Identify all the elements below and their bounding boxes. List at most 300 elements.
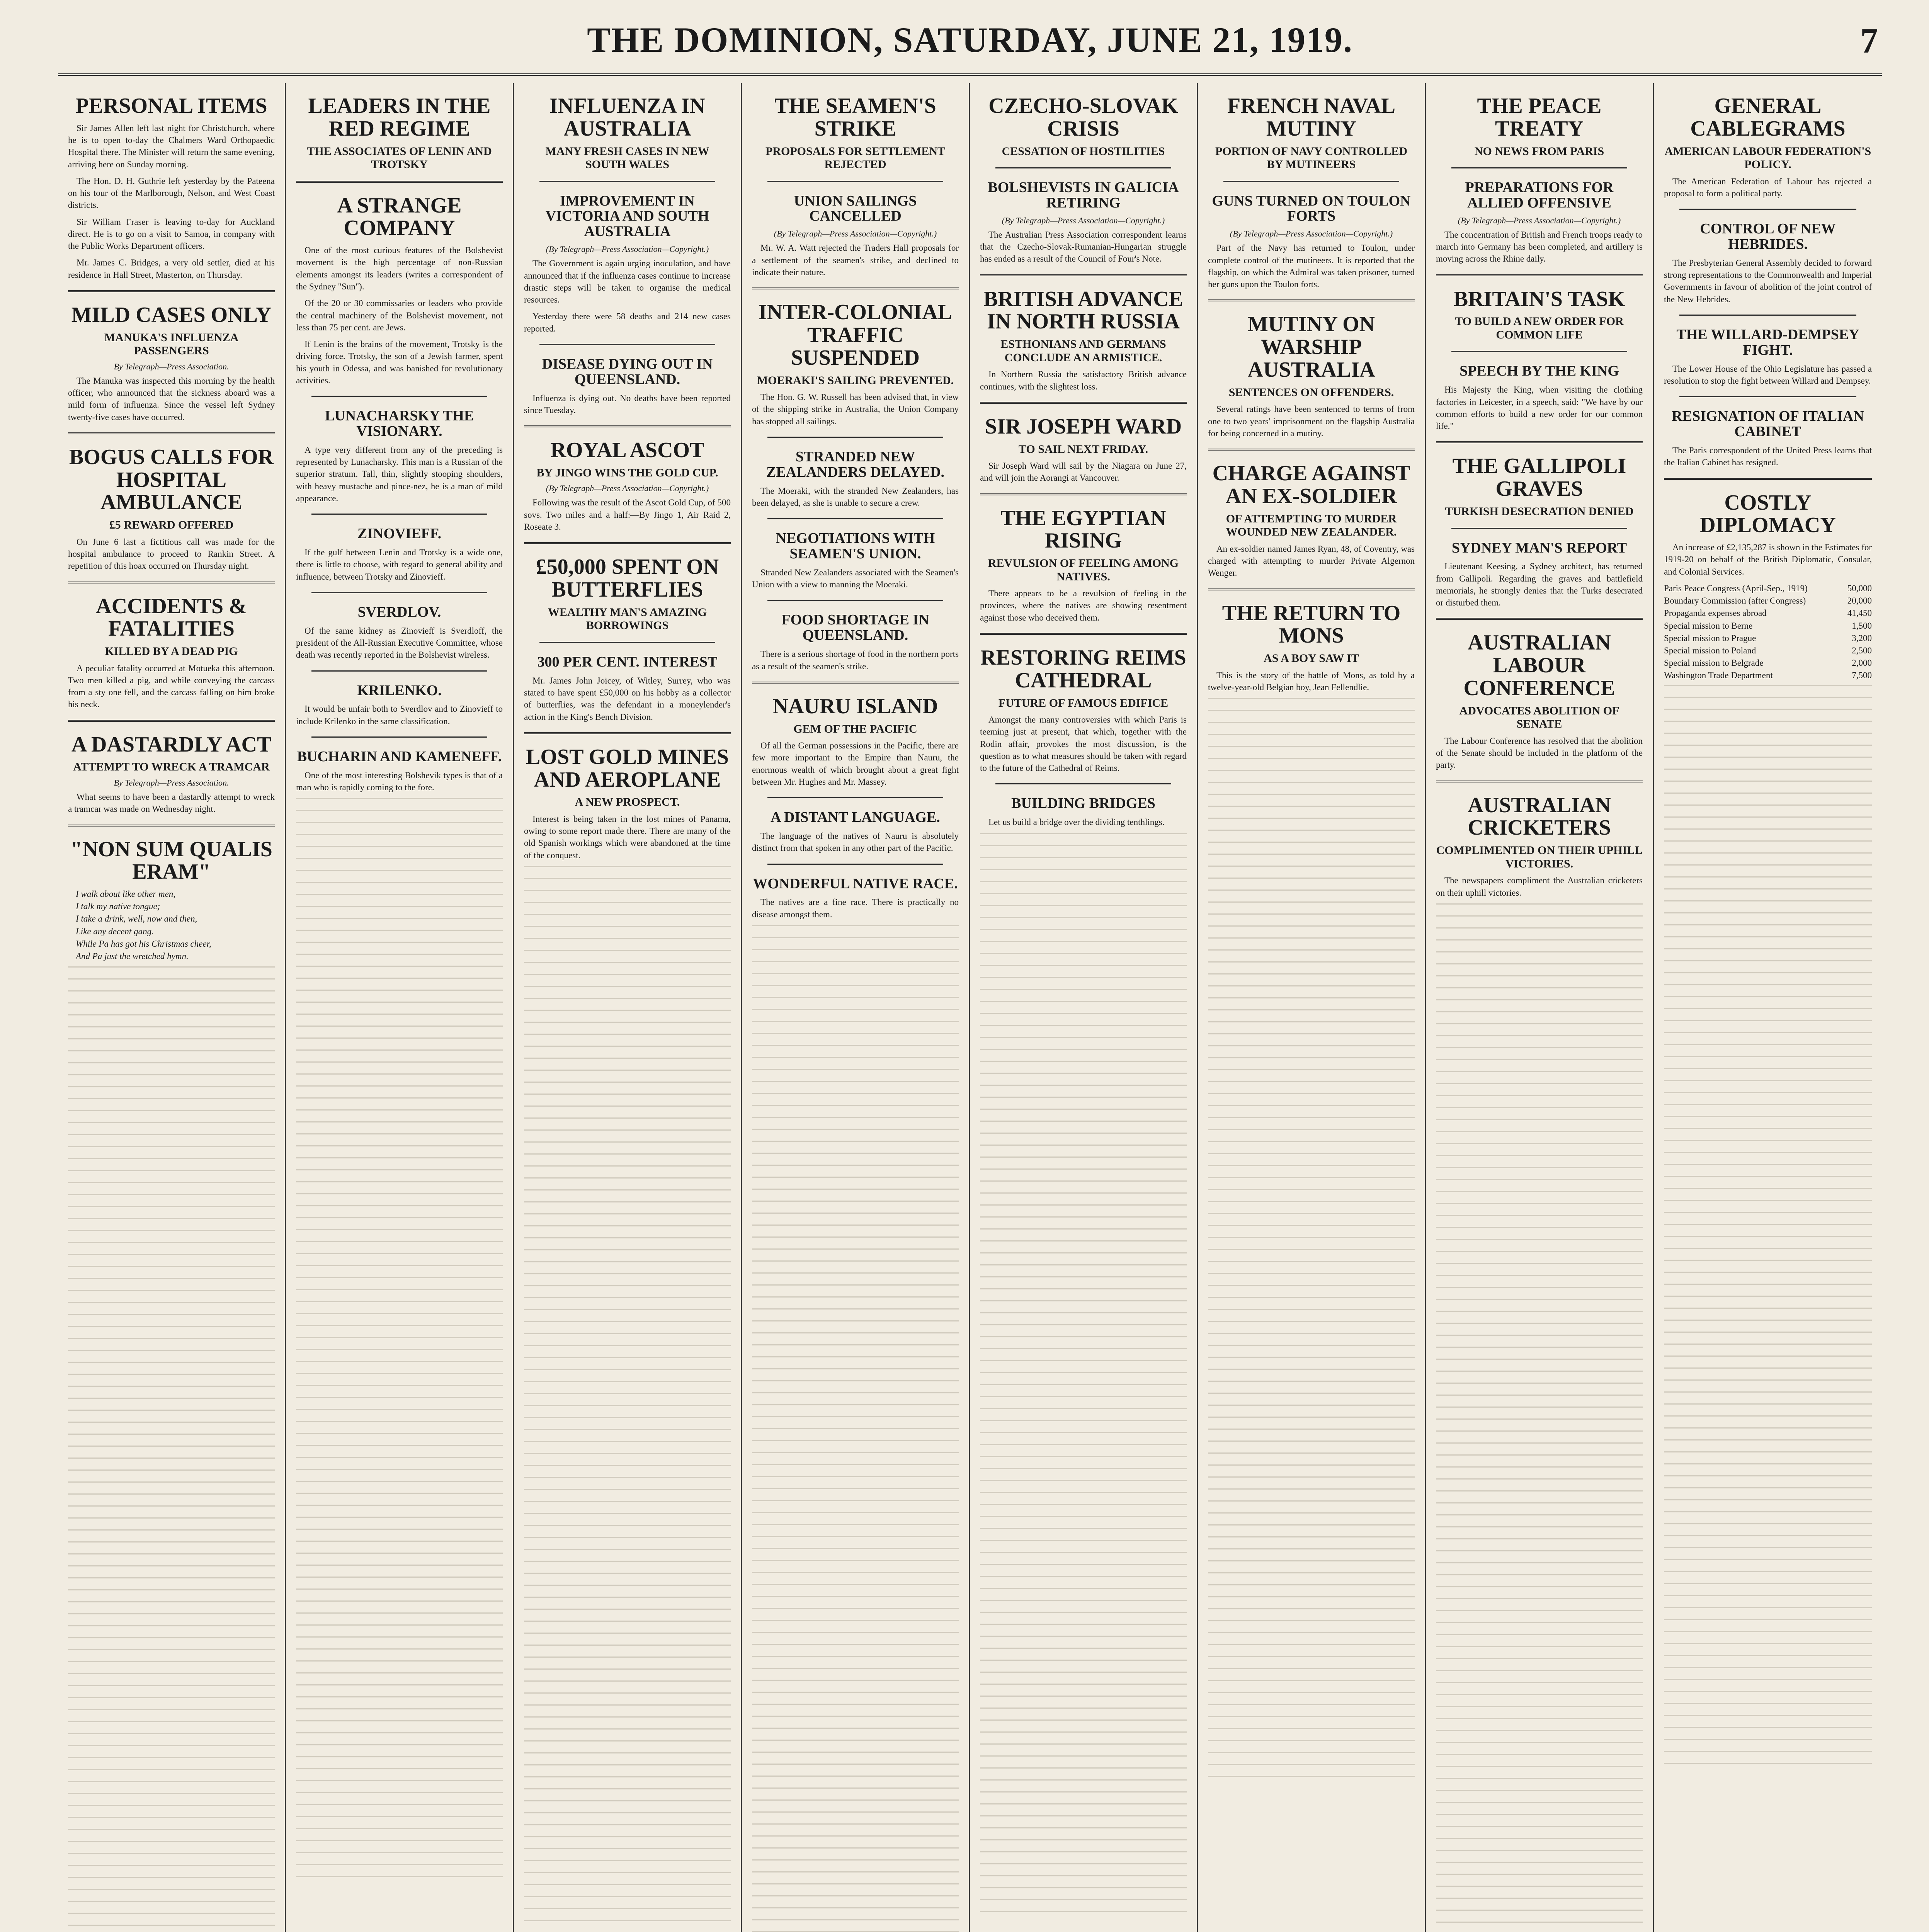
paragraph: It would be unfair both to Sverdlov and to Zinovieff to include Krilenko in the same classification. <box>296 704 503 726</box>
table-amount: 1,500 <box>1852 621 1872 631</box>
column-rule <box>539 344 715 345</box>
article <box>980 783 1187 828</box>
headline: DISEASE DYING OUT IN QUEENSLAND. <box>542 355 713 388</box>
continued-text <box>68 966 275 1932</box>
article-body <box>68 536 275 572</box>
masthead <box>58 15 1882 76</box>
headline: BRITAIN'S TASK <box>1453 287 1625 311</box>
headline: ACCIDENTS & FATALITIES <box>96 594 247 641</box>
article-body <box>524 497 731 533</box>
headline: ROYAL ASCOT <box>550 438 704 463</box>
article <box>524 344 731 416</box>
headline: SIR JOSEPH WARD <box>985 414 1182 439</box>
article <box>752 95 959 172</box>
table-item: Paris Peace Congress (April-Sep., 1919) <box>1664 583 1808 593</box>
column-rule <box>767 864 943 865</box>
headline: GUNS TURNED ON TOULON FORTS <box>1212 192 1411 224</box>
article <box>296 181 503 387</box>
article <box>1208 299 1415 439</box>
article <box>752 682 959 788</box>
subheadline: SENTENCES ON OFFENDERS. <box>1228 386 1394 399</box>
article-body <box>68 791 275 815</box>
article <box>524 425 731 533</box>
table-amount: 41,450 <box>1847 608 1872 618</box>
paragraph: Mr. W. A. Watt rejected the Traders Hall proposals for a settlement of the seamen's strike, and declined to indicate their nature. <box>752 243 959 277</box>
article-body <box>1664 541 1872 578</box>
paragraph: Of the 20 or 30 commissaries or leaders who provide the central machinery of the Bolshevist movement, not less than 75 per cent. are Jews. <box>296 298 503 332</box>
article <box>1664 209 1872 305</box>
article <box>1436 618 1643 771</box>
paragraph: Interest is being taken in the lost mines of Panama, owing to some report made there. There are many of the old Spanish workings which were abandoned at the time of the conquest. <box>524 814 731 860</box>
paragraph: An ex-soldier named James Ryan, 48, of Coventry, was charged with attempting to murder Private Algernon Wenger. <box>1208 544 1415 578</box>
poem-line: Like any decent gang. <box>76 926 154 936</box>
article <box>68 582 275 711</box>
article <box>752 437 959 509</box>
article-body <box>752 830 959 854</box>
article-body <box>752 242 959 278</box>
article-body <box>752 896 959 920</box>
paragraph: Mr. James John Joicey, of Witley, Surrey, who was stated to have spent £50,000 on his hobby as a collector of butterflies, was the defendant in a moneylender's action in the King's Bench Division. <box>524 675 731 722</box>
article-body <box>980 368 1187 393</box>
column-rule <box>752 682 959 684</box>
subheadline: COMPLIMENTED ON THEIR UPHILL VICTORIES. <box>1436 844 1643 870</box>
subheadline: MOERAKI'S SAILING PREVENTED. <box>757 374 954 387</box>
table-amount: 7,500 <box>1852 670 1872 680</box>
table-amount: 2,000 <box>1852 658 1872 668</box>
subheadline: ATTEMPT TO WRECK A TRAMCAR <box>73 760 270 774</box>
headline: CHARGE AGAINST AN EX-SOLDIER <box>1212 461 1410 508</box>
article <box>296 592 503 661</box>
headline: THE GALLIPOLI GRAVES <box>1452 454 1626 501</box>
paragraph: The natives are a fine race. There is practically no disease amongst them. <box>752 897 959 919</box>
column-rule <box>1223 181 1399 182</box>
subheadline: £5 REWARD OFFERED <box>109 519 234 532</box>
article <box>980 95 1187 158</box>
article <box>752 181 959 279</box>
paragraph: The Australian Press Association correspondent learns that the Czecho-Slovak-Rumanian-Hungarian struggle has ended as a result of the Council of Four's Note. <box>980 230 1187 264</box>
paragraph: Part of the Navy has returned to Toulon, under complete control of the mutineers. It is reported that the flagship, on which the Admiral was taken prisoner, turned her guns upon the Toulon forts. <box>1208 243 1415 289</box>
table-row <box>1664 595 1872 607</box>
headline: AUSTRALIAN CRICKETERS <box>1468 793 1611 840</box>
paragraph: One of the most interesting Bolshevik types is that of a man who is rapidly coming to the fore. <box>296 770 503 793</box>
headline: THE RETURN TO MONS <box>1222 601 1401 648</box>
expense-table <box>1664 582 1872 682</box>
subheadline: A NEW PROSPECT. <box>575 796 680 809</box>
paragraph: Following was the result of the Ascot Gold Cup, of 500 sovs. Two miles and a half:—By Jingo 1, Air Raid 2, Roseate 3. <box>524 498 731 532</box>
article <box>1436 441 1643 518</box>
column-5 <box>970 83 1198 1932</box>
headline: PERSONAL ITEMS <box>75 94 267 118</box>
continued-text <box>524 866 731 1932</box>
headline: PREPARATIONS FOR ALLIED OFFENSIVE <box>1465 179 1614 211</box>
column-rule <box>767 518 943 519</box>
column-rule <box>767 181 943 182</box>
paragraph: Of all the German possessions in the Pacific, there are few more important to the Empire than Nauru, the enormous wealth of which brought about a great fight between Mr. Hughes and Mr. Massey. <box>752 741 959 787</box>
poem-line: I walk about like other men, <box>76 889 176 899</box>
headline: A STRANGE COMPANY <box>337 193 462 240</box>
subheadline: TO SAIL NEXT FRIDAY. <box>1018 442 1148 456</box>
headline: BOGUS CALLS FOR HOSPITAL AMBULANCE <box>69 445 274 515</box>
column-rule <box>995 167 1171 168</box>
article-body <box>980 816 1187 828</box>
poem-line: And Pa just the wretched hymn. <box>76 951 189 961</box>
column-rule <box>1664 478 1872 480</box>
article <box>1208 588 1415 694</box>
headline: NEGOTIATIONS WITH SEAMEN'S UNION. <box>776 530 935 562</box>
headline: SYDNEY MAN'S REPORT <box>1451 539 1627 556</box>
table-amount: 2,500 <box>1852 645 1872 655</box>
headline: THE PEACE TREATY <box>1477 94 1602 141</box>
wire-credit: By Telegraph—Press Association. <box>114 777 229 787</box>
paragraph: The concentration of British and French troops ready to march into Germany has been completed, and artillery is moving across the Rhine daily. <box>1436 230 1643 264</box>
column-rule <box>524 542 731 544</box>
article-body <box>296 546 503 583</box>
article <box>1436 274 1643 342</box>
headline: KRILENKO. <box>357 682 442 699</box>
headline: SVERDLOV. <box>357 604 441 620</box>
column-rule <box>1208 588 1415 590</box>
article-body <box>1664 363 1872 387</box>
article <box>1208 181 1415 291</box>
subheadline: BY JINGO WINS THE GOLD CUP. <box>536 466 718 479</box>
subheadline: CESSATION OF HOSTILITIES <box>1002 145 1165 158</box>
column-rule <box>1679 315 1856 316</box>
subheadline: OF ATTEMPTING TO MURDER WOUNDED NEW ZEALANDER. <box>1226 512 1397 539</box>
paragraph: Sir Joseph Ward will sail by the Niagara on June 27, and will join the Aorangi at Vancouver. <box>980 461 1187 483</box>
table-amount: 50,000 <box>1847 583 1872 593</box>
column-rule <box>1208 299 1415 301</box>
poem-line: While Pa has got his Christmas cheer, <box>76 939 211 949</box>
article <box>1436 528 1643 609</box>
column-1 <box>58 83 286 1932</box>
page-title: THE DOMINION, SATURDAY, JUNE 21, 1919. <box>587 20 1353 60</box>
table-item: Propaganda expenses abroad <box>1664 608 1767 618</box>
article <box>1664 478 1872 682</box>
column-rule <box>524 425 731 427</box>
paragraph: The Hon. D. H. Guthrie left yesterday by the Pateena on his tour of the Marlborough, Nelson, and West Coast districts. <box>68 176 275 210</box>
column-rule <box>68 432 275 434</box>
continued-text <box>752 925 959 1932</box>
subheadline: ADVOCATES ABOLITION OF SENATE <box>1459 704 1619 731</box>
paragraph: Of the same kidney as Zinovieff is Sverdloff, the president of the All-Russian Executive Committee, whose death was recently reported in the Bolshevist wireless. <box>296 626 503 660</box>
column-4 <box>742 83 970 1932</box>
paragraph: The Paris correspondent of the United Press learns that the Italian Cabinet has resigned. <box>1664 446 1872 468</box>
headline: £50,000 SPENT ON BUTTERFLIES <box>536 555 719 602</box>
table-item: Special mission to Prague <box>1664 633 1756 643</box>
headline: LUNACHARSKY THE VISIONARY. <box>325 408 474 439</box>
column-rule <box>767 797 943 798</box>
wire-credit: (By Telegraph—Press Association—Copyright.) <box>546 244 709 254</box>
article <box>68 432 275 572</box>
headline: RESIGNATION OF ITALIAN CABINET <box>1672 408 1864 440</box>
table-row <box>1664 645 1872 657</box>
headline: ZINOVIEFF. <box>357 526 442 542</box>
subheadline: ESTHONIANS AND GERMANS CONCLUDE AN ARMISTICE. <box>1000 338 1166 364</box>
column-7 <box>1426 83 1654 1932</box>
paragraph: The Hon. G. W. Russell has been advised that, in view of the shipping strike in Australia, the Union Company has stopped all sailings. <box>752 392 959 426</box>
article-body <box>296 244 503 386</box>
paragraph: If Lenin is the brains of the movement, Trotsky is the driving force. Trotsky, the son of a Jewish farmer, spent his youth in Odessa, and was banished for revolutionary activities. <box>296 339 503 385</box>
table-row <box>1664 582 1872 595</box>
column-6 <box>1198 83 1426 1932</box>
subheadline: PORTION OF NAVY CONTROLLED BY MUTINEERS <box>1215 145 1408 171</box>
article <box>1436 167 1643 265</box>
headline: NAURU ISLAND <box>772 694 938 718</box>
headline: A DISTANT LANGUAGE. <box>771 809 940 826</box>
headline: RESTORING REIMS CATHEDRAL <box>980 646 1186 692</box>
article-body <box>524 813 731 861</box>
headline: BOLSHEVISTS IN GALICIA RETIRING <box>988 179 1179 211</box>
article <box>752 797 959 854</box>
table-row <box>1664 632 1872 645</box>
article-body <box>752 391 959 427</box>
headline: CZECHO-SLOVAK CRISIS <box>988 94 1178 141</box>
table-item: Special mission to Berne <box>1664 621 1753 631</box>
continued-text <box>980 833 1187 1915</box>
article-body <box>296 769 503 794</box>
article-body <box>1208 543 1415 579</box>
article <box>1208 95 1415 172</box>
column-rule <box>767 437 943 438</box>
article <box>68 95 275 281</box>
paragraph: Stranded New Zealanders associated with the Seamen's Union with a view to manning the Moeraki. <box>752 567 959 590</box>
column-rule <box>980 402 1187 404</box>
headline: BRITISH ADVANCE IN NORTH RUSSIA <box>983 287 1184 334</box>
subheadline: AS A BOY SAW IT <box>1264 652 1359 665</box>
headline: FOOD SHORTAGE IN QUEENSLAND. <box>781 612 929 644</box>
article-body <box>1436 874 1643 899</box>
paragraph: Influenza is dying out. No deaths have been reported since Tuesday. <box>524 393 731 415</box>
table-amount: 3,200 <box>1852 633 1872 643</box>
paragraph: His Majesty the King, when visiting the clothing factories in Leicester, in a speech, said: "We have by our common efforts to build a new order for our common life." <box>1436 385 1643 431</box>
article <box>524 542 731 633</box>
headline: WONDERFUL NATIVE RACE. <box>753 875 958 892</box>
column-rule <box>68 825 275 827</box>
subheadline: TURKISH DESECRATION DENIED <box>1445 505 1634 518</box>
article <box>1436 95 1643 158</box>
paragraph: On June 6 last a fictitious call was made for the hospital ambulance to proceed to Rankin Street. A repetition of this hoax occurred on Thursday night. <box>68 537 275 571</box>
column-rule <box>1436 781 1643 782</box>
table-amount: 20,000 <box>1847 596 1872 606</box>
paragraph: The Moeraki, with the stranded New Zealanders, has been delayed, as she is unable to secure a crew. <box>752 486 959 508</box>
column-rule <box>1451 351 1627 352</box>
article-body <box>1208 242 1415 290</box>
paragraph: One of the most curious features of the Bolshevist movement is the high percentage of non-Russian elements amongst its leaders (writes a correspondent of the Sydney "Sun"). <box>296 245 503 291</box>
article <box>980 167 1187 265</box>
article <box>524 732 731 861</box>
column-rule <box>980 633 1187 635</box>
headline: STRANDED NEW ZEALANDERS DELAYED. <box>766 448 945 480</box>
column-rule <box>68 582 275 583</box>
article <box>524 181 731 335</box>
paragraph: Mr. James C. Bridges, a very old settler, died at his residence in Hall Street, Masterton, on Thursday. <box>68 258 275 280</box>
article <box>980 493 1187 624</box>
headline: THE WILLARD-DEMPSEY FIGHT. <box>1676 326 1859 358</box>
column-rule <box>1208 449 1415 451</box>
headline: INFLUENZA IN AUSTRALIA <box>549 94 705 141</box>
article-body <box>980 229 1187 265</box>
table-item: Special mission to Poland <box>1664 645 1756 655</box>
headline: 300 PER CENT. INTEREST <box>537 653 718 670</box>
continued-text <box>296 798 503 1880</box>
paragraph: In Northern Russia the satisfactory British advance continues, with the slightest loss. <box>980 369 1187 391</box>
column-rule <box>68 720 275 722</box>
article <box>1208 449 1415 579</box>
paragraph: Sir James Allen left last night for Christchurch, where he is to open to-day the Chalmers Ward Orthopaedic Hospital there. The Minister will return the same evening, arriving here on Sunday morning. <box>68 123 275 169</box>
subheadline: TO BUILD A NEW ORDER FOR COMMON LIFE <box>1455 315 1624 341</box>
paragraph: What seems to have been a dastardly attempt to wreck a tramcar was made on Wednesday night. <box>68 792 275 814</box>
table-row <box>1664 669 1872 682</box>
paragraph: The Labour Conference has resolved that the abolition of the Senate should be included in the platform of the party. <box>1436 736 1643 770</box>
continued-text <box>1436 903 1643 1932</box>
subheadline: NO NEWS FROM PARIS <box>1474 145 1604 158</box>
paragraph: This is the story of the battle of Mons, as told by a twelve-year-old Belgian boy, Jean Fellendlie. <box>1208 670 1415 692</box>
paragraph: The Manuka was inspected this morning by the health officer, who announced that the sickness aboard was a mild form of influenza. Since the vessel left Sydney twenty-five cases have occurred. <box>68 376 275 422</box>
article-body <box>296 625 503 661</box>
article-body <box>980 714 1187 774</box>
subheadline: KILLED BY A DEAD PIG <box>105 645 238 658</box>
article-body <box>68 375 275 423</box>
column-rule <box>752 287 959 289</box>
paragraph: A peculiar fatality occurred at Motueka this afternoon. Two men killed a pig, and while conveying the carcass from a sty one fell, and the carcass falling on him broke his neck. <box>68 663 275 709</box>
article-body <box>296 703 503 727</box>
subheadline: GEM OF THE PACIFIC <box>793 722 917 735</box>
column-rule <box>296 181 503 183</box>
article-body <box>1436 735 1643 771</box>
subheadline: WEALTHY MAN'S AMAZING BORROWINGS <box>548 605 707 632</box>
poem <box>76 888 267 963</box>
column-rule <box>1436 274 1643 276</box>
headline: BUCHARIN AND KAMENEFF. <box>297 748 502 765</box>
article <box>296 95 503 172</box>
table-row <box>1664 620 1872 632</box>
paragraph: The Government is again urging inoculation, and have announced that if the influenza cases continue to increase drastic steps will be taken to organise the medical resources. <box>524 259 731 305</box>
column-rule <box>311 670 487 672</box>
paragraph: Sir William Fraser is leaving to-day for Auckland direct. He is to go on a visit to Samoa, in company with the Public Works Department officers. <box>68 217 275 251</box>
headline: BUILDING BRIDGES <box>1011 795 1155 812</box>
wire-credit: (By Telegraph—Press Association—Copyright.) <box>1002 215 1165 225</box>
column-rule <box>311 396 487 397</box>
article <box>752 287 959 427</box>
paragraph: Lieutenant Keesing, a Sydney architect, has returned from Gallipoli. Regarding the graves and battlefield memorials, he strongly denies that the Turks desecrated or disturbed them. <box>1436 561 1643 608</box>
table-row <box>1664 657 1872 669</box>
column-rule <box>311 592 487 593</box>
column-rule <box>311 514 487 515</box>
subheadline: MANUKA'S INFLUENZA PASSENGERS <box>104 331 239 357</box>
headline: THE EGYPTIAN RISING <box>1000 506 1166 553</box>
article-body <box>980 460 1187 484</box>
paragraph: There appears to be a revulsion of feeling in the provinces, where the natives are showing resentment against those who deceived them. <box>980 588 1187 622</box>
paragraph: There is a serious shortage of food in the northern ports as a result of the seamen's strike. <box>752 649 959 671</box>
article <box>752 518 959 590</box>
wire-credit: By Telegraph—Press Association. <box>114 361 229 371</box>
article <box>296 396 503 504</box>
article <box>68 720 275 815</box>
article <box>1436 351 1643 432</box>
article-body <box>752 566 959 591</box>
paragraph: If the gulf between Lenin and Trotsky is a wide one, there is little to choose, with regard to general ability and influence, between Trotsky and Zinovieff. <box>296 548 503 582</box>
article-body <box>524 257 731 335</box>
article-body <box>1208 403 1415 439</box>
article-body <box>524 392 731 417</box>
paragraph: The newspapers compliment the Australian cricketers on their uphill victories. <box>1436 876 1643 898</box>
article-body <box>1436 384 1643 432</box>
wire-credit: (By Telegraph—Press Association—Copyright.) <box>1458 215 1621 225</box>
column-rule <box>68 290 275 292</box>
article-body <box>296 444 503 504</box>
column-8 <box>1654 83 1882 1932</box>
headline: INTER-COLONIAL TRAFFIC SUSPENDED <box>759 300 952 370</box>
column-rule <box>524 732 731 734</box>
paragraph: Amongst the many controversies with which Paris is teeming just at present, that which, together with the Rodin affair, provokes the most discussion, is the question as to what measures should be taken with regard to the future of the Cathedral of Reims. <box>980 715 1187 773</box>
article-body <box>1208 669 1415 694</box>
subheadline: MANY FRESH CASES IN NEW SOUTH WALES <box>545 145 709 171</box>
article <box>524 642 731 723</box>
headline: SPEECH BY THE KING <box>1460 363 1619 379</box>
article <box>1664 315 1872 387</box>
column-rule <box>980 274 1187 276</box>
article-body <box>752 740 959 788</box>
article <box>980 274 1187 393</box>
article <box>296 670 503 727</box>
article-body <box>68 122 275 281</box>
article <box>1664 396 1872 468</box>
headline: UNION SAILINGS CANCELLED <box>794 192 917 224</box>
column-rule <box>1679 396 1856 397</box>
paragraph: The language of the natives of Nauru is absolutely distinct from that spoken in any other part of the Pacific. <box>752 831 959 853</box>
table-row <box>1664 607 1872 619</box>
continued-text <box>1664 685 1872 1767</box>
continued-text <box>1208 698 1415 1780</box>
column-rule <box>1679 209 1856 210</box>
headline: MUTINY ON WARSHIP AUSTRALIA <box>1247 312 1375 382</box>
article <box>980 402 1187 484</box>
page-number: 7 <box>1860 21 1878 60</box>
headline: LEADERS IN THE RED REGIME <box>308 94 491 141</box>
subheadline: REVULSION OF FEELING AMONG NATIVES. <box>988 557 1179 583</box>
article <box>1436 781 1643 899</box>
headline: LOST GOLD MINES AND AEROPLANE <box>526 745 729 792</box>
paragraph: An increase of £2,135,287 is shown in the Estimates for 1919-20 on behalf of the British Diplomatic, Consular, and Colonial Services. <box>1664 543 1872 577</box>
subheadline: THE ASSOCIATES OF LENIN AND TROTSKY <box>307 145 492 171</box>
article-body <box>1664 257 1872 305</box>
column-rule <box>767 600 943 601</box>
column-rule <box>995 783 1171 784</box>
article <box>524 95 731 172</box>
article <box>296 514 503 583</box>
table-item: Washington Trade Department <box>1664 670 1773 680</box>
column-rule <box>311 736 487 738</box>
article <box>752 600 959 672</box>
article-body <box>752 485 959 509</box>
article <box>68 825 275 963</box>
article-body <box>524 675 731 723</box>
wire-credit: (By Telegraph—Press Association—Copyright.) <box>774 229 937 239</box>
column-rule <box>1451 167 1627 168</box>
wire-credit: (By Telegraph—Press Association—Copyright.) <box>546 483 709 493</box>
article <box>752 864 959 920</box>
headline: "NON SUM QUALIS ERAM" <box>70 837 272 884</box>
wire-credit: (By Telegraph—Press Association—Copyright.) <box>1230 229 1393 239</box>
headline: COSTLY DIPLOMACY <box>1700 490 1836 537</box>
article-body <box>1436 560 1643 609</box>
headline: GENERAL CABLEGRAMS <box>1690 94 1846 141</box>
poem-line: I take a drink, well, now and then, <box>76 914 197 924</box>
column-rule <box>539 642 715 643</box>
headline: CONTROL OF NEW HEBRIDES. <box>1700 221 1836 253</box>
subheadline: FUTURE OF FAMOUS EDIFICE <box>998 696 1169 709</box>
article <box>68 290 275 423</box>
